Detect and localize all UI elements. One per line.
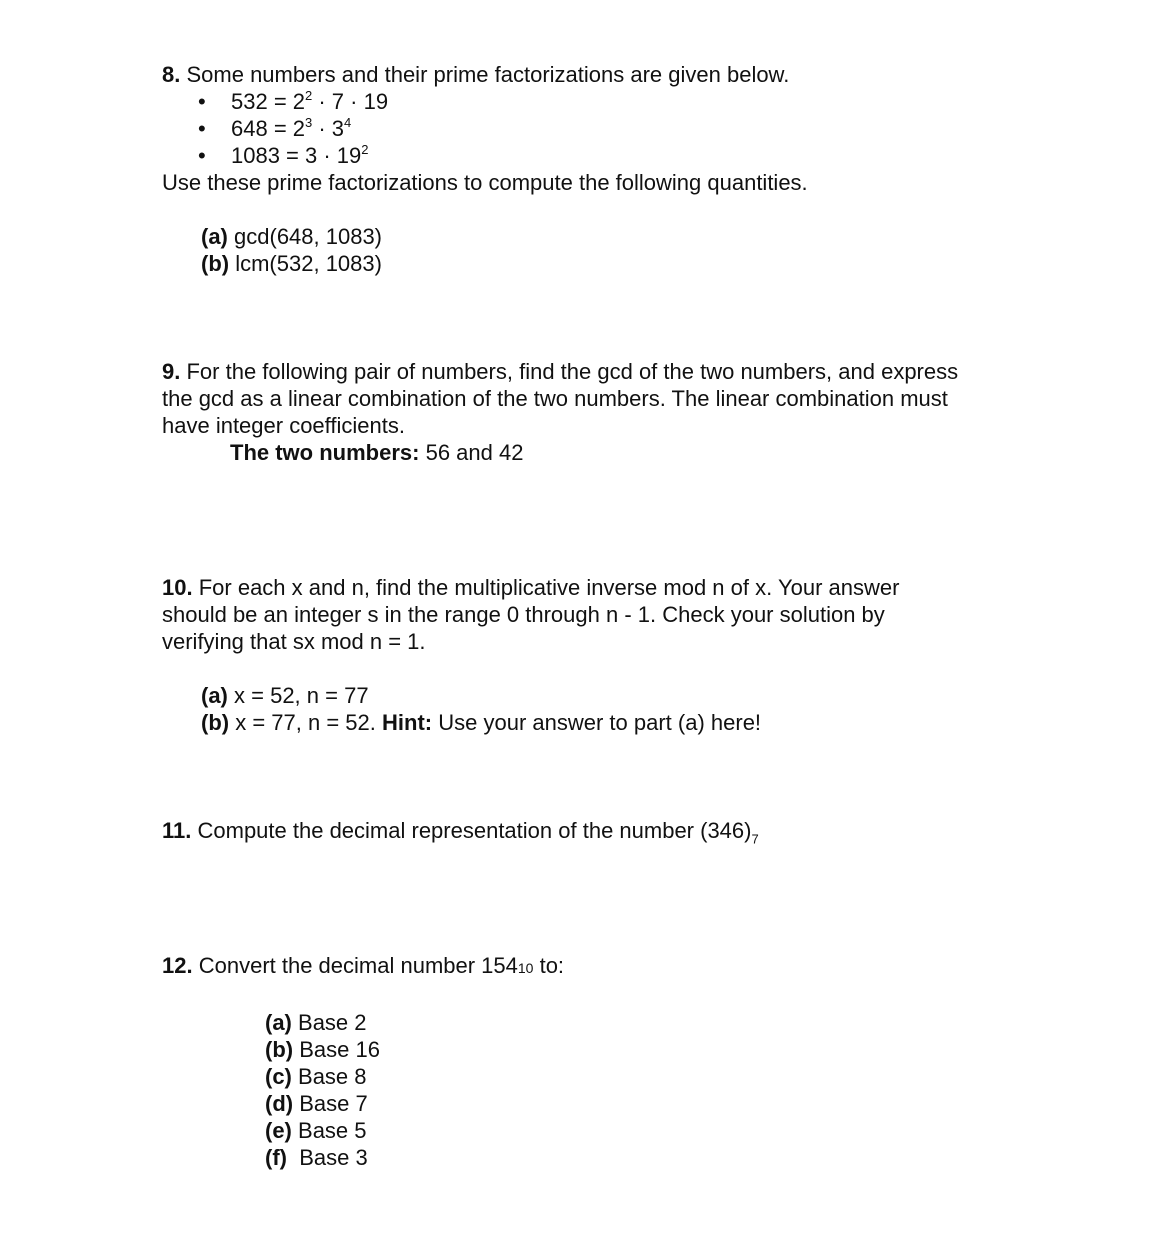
factorization-648: • $648 = 2^3 \cdot 3^4$ [162, 115, 1062, 142]
q12-part-d: (d) Base 7 [265, 1091, 368, 1116]
q12-part-e: (e) Base 5 [265, 1118, 367, 1143]
q10-part-a: (a) x = 52, n = 77 [201, 683, 369, 708]
question-8 [162, 61, 1062, 277]
q10-line-2: should be an integer s in the range 0 through n - 1. Check your solution by [162, 602, 885, 627]
question-11 [162, 817, 1062, 847]
q9-line-1: 9. For the following pair of numbers, find the gcd of the two numbers, and express [162, 359, 959, 384]
q10-part-b: (b) x = 77, n = 52. Hint: Use your answer to part (a) here! [201, 710, 762, 735]
q10-line-1: 10. For each x and n, find the multiplicative inverse mod n of x. Your answer [162, 575, 900, 600]
factorization-1083: • $1083 = 3 \cdot 19^2$ [162, 142, 1062, 169]
question-9 [162, 358, 1062, 466]
q12-part-b: (b) Base 16 [265, 1037, 380, 1062]
q9-numbers: The two numbers: 56 and 42 [230, 440, 524, 465]
q12-part-f: (f) Base 3 [265, 1145, 368, 1170]
q8-intro: 8. Some numbers and their prime factorizations are given below. [162, 62, 790, 87]
q11-text: 11. Compute the decimal representation of the number $(346)_7$ [162, 818, 759, 847]
question-12 [162, 952, 1062, 1171]
q9-line-3: have integer coefficients. [162, 413, 405, 438]
q10-line-3: verifying that sx mod n = 1. [162, 629, 426, 654]
q9-line-2: the gcd as a linear combination of the two numbers. The linear combination must [162, 386, 948, 411]
factorization-532: • $532 = 2^2 \cdot 7 \cdot 19$ [162, 88, 1062, 115]
q8-part-a: (a) gcd(648, 1083) [201, 224, 383, 249]
q8-instruction: Use these prime factorizations to compute the following quantities. [162, 170, 808, 195]
q12-part-c: (c) Base 8 [265, 1064, 367, 1089]
q12-text: 12. Convert the decimal number 15410 to: [162, 953, 565, 978]
q8-part-b: (b) lcm(532, 1083) [201, 251, 382, 276]
question-10 [162, 574, 1062, 736]
q12-part-a: (a) Base 2 [265, 1010, 367, 1035]
